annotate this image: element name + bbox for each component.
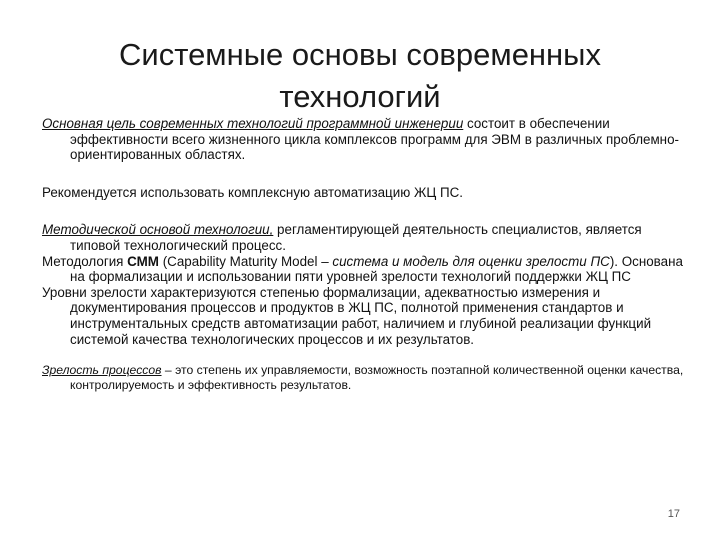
main-goal-text: состоит в обеспечении эффективности всего жизненного цикла комплексов программ для ЭВМ в различных проблемно-ориентированных областях.	[70, 116, 679, 163]
cmm-part3: ). Основана на формализации и использовании пяти уровней зрелости технологий поддержки ЖЦ ПС	[70, 253, 683, 285]
cmm-italic: система и модель для оценки зрелости ПС	[332, 253, 610, 269]
page-number: 17	[667, 508, 680, 520]
paragraph-methodical-basis	[42, 222, 692, 253]
cmm-abbr: СММ	[127, 253, 159, 269]
paragraph-main-goal	[42, 116, 692, 163]
cmm-part1: Методология	[42, 253, 128, 269]
process-maturity-text: – это степень их управляемости, возможность поэтапной количественной оценки качества, контролируемость и эффективность результатов.	[70, 363, 684, 393]
methodical-basis-text: регламентирующей деятельность специалистов, является типовой технологический процесс.	[70, 222, 642, 253]
paragraph-process-maturity	[42, 363, 692, 393]
cmm-part2: (Capability Maturity Model –	[158, 253, 333, 269]
slide-title	[60, 34, 660, 118]
title-line-1: Системные основы современных	[119, 37, 601, 72]
slide-body	[42, 116, 692, 393]
methodical-basis-lead: Методической основой технологии,	[42, 222, 274, 238]
paragraph-maturity-levels: Уровни зрелости характеризуются степенью формализации, адекватностью измерения и документирования процессов и продуктов в ЖЦ ПС, полнотой применения стандартов и инструментальных средств автоматизации работ, наличием и глубиной реализации функций системой качества технологических процессов и их результатов.	[42, 284, 652, 347]
main-goal-lead: Основная цель современных технологий программной инженерии	[42, 116, 464, 131]
process-maturity-lead: Зрелость процессов	[42, 363, 162, 378]
title-line-2: технологий	[279, 79, 441, 114]
paragraph-cmm	[42, 254, 692, 285]
paragraph-recommendation: Рекомендуется использовать комплексную автоматизацию ЖЦ ПС.	[42, 184, 463, 200]
